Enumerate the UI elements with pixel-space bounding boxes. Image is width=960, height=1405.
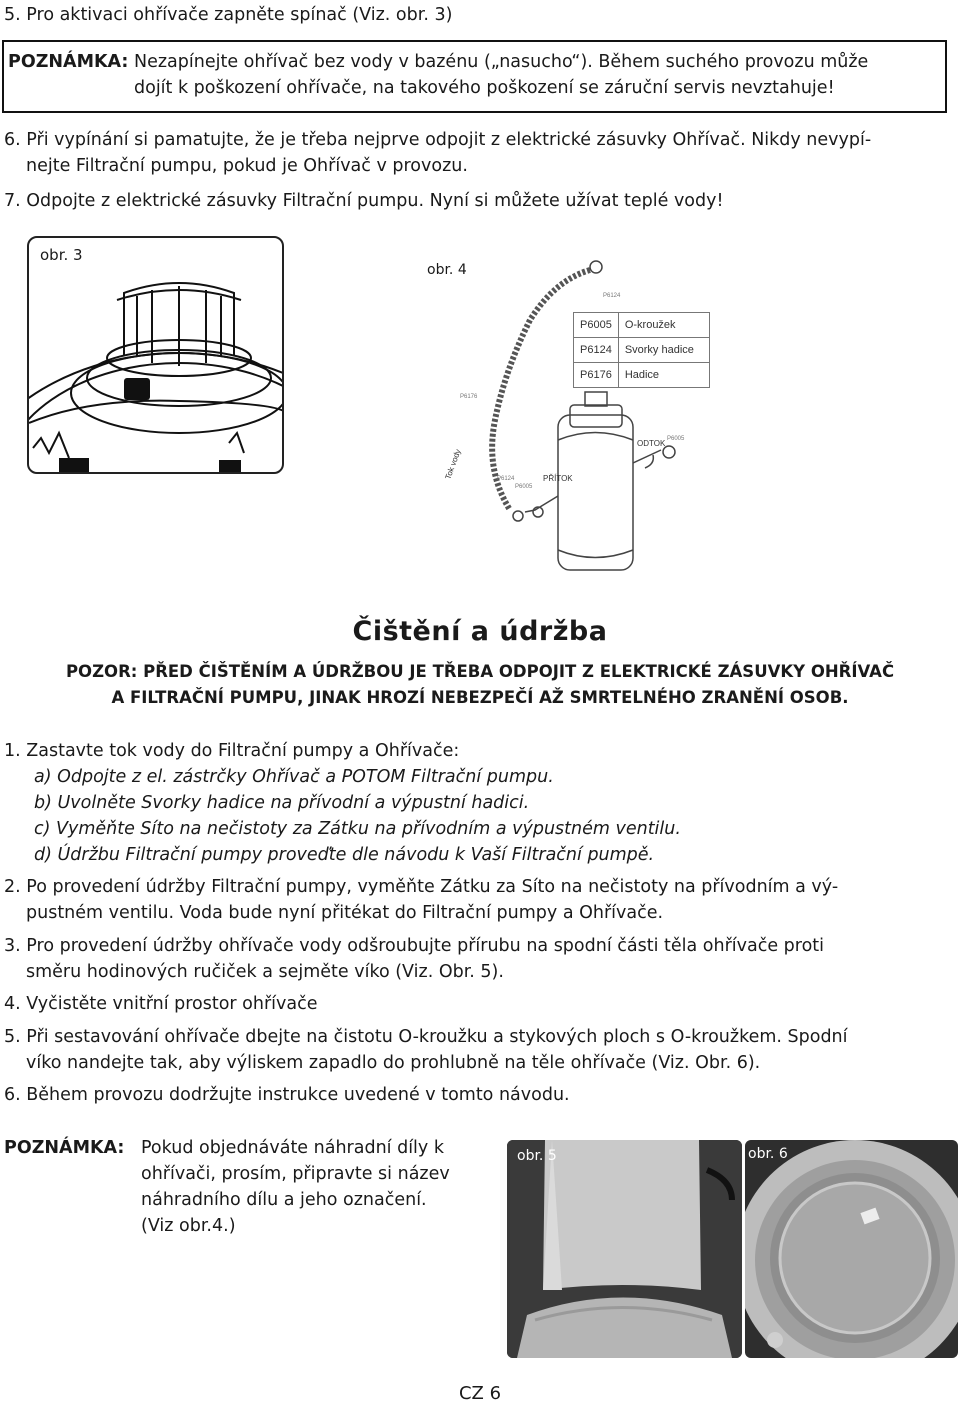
step-3-line-2: směru hodinových ručiček a sejměte víko (Viz. Obr. 5).	[26, 962, 504, 982]
figure-5-label: obr. 5	[517, 1148, 557, 1164]
bottom-note-line-2: ohřívači, prosím, připravte si název	[141, 1164, 450, 1184]
parts-row	[574, 338, 710, 363]
step-1a: a) Odpojte z el. zástrčky Ohřívač a POTOM Filtrační pumpu.	[34, 767, 554, 787]
figure-5-photo	[507, 1140, 742, 1358]
callout-inlet-clamp: P6124	[497, 476, 515, 482]
figure-4-parts-diagram	[415, 250, 715, 580]
step-3-line-1: 3. Pro provedení údržby ohřívače vody odšroubujte přírubu na spodní části těla ohřívače proti	[4, 936, 825, 956]
note-label: POZNÁMKA:	[8, 52, 129, 72]
page-number: CZ 6	[458, 1383, 502, 1404]
part-code: P6005	[574, 313, 619, 338]
note-line-1	[8, 49, 868, 75]
step-1b: b) Uvolněte Svorky hadice na přívodní a výpustní hadici.	[34, 793, 530, 813]
parts-row	[574, 313, 710, 338]
callout-inlet-ring: P6005	[515, 484, 533, 490]
step-1c: c) Vyměňte Síto na nečistoty za Zátku na přívodním a výpustném ventilu.	[34, 819, 681, 839]
step-2-line-1: 2. Po provedení údržby Filtrační pumpy, vyměňte Zátku za Síto na nečistoty na přívodním a vý-	[4, 877, 839, 897]
step-6: 6. Během provozu dodržujte instrukce uvedené v tomto návodu.	[4, 1085, 570, 1105]
warning-line-1: POZOR: PŘED ČIŠTĚNÍM A ÚDRŽBOU JE TŘEBA ODPOJIT Z ELEKTRICKÉ ZÁSUVKY OHŘÍVAČ	[65, 662, 895, 681]
bottom-note-line-3: náhradního dílu a jeho označení.	[141, 1190, 427, 1210]
step-1d: d) Údržbu Filtrační pumpy proveďte dle návodu k Vaší Filtrační pumpě.	[34, 845, 655, 865]
step-6-line-1: 6. Při vypínání si pamatujte, že je třeba nejprve odpojit z elektrické zásuvky Ohřívač. Nikdy nevypí-	[4, 130, 872, 150]
step-2-line-2: pustném ventilu. Voda bude nyní přitékat do Filtrační pumpy a Ohřívače.	[26, 903, 664, 923]
figure-6-photo	[745, 1140, 958, 1358]
step-7-text: 7. Odpojte z elektrické zásuvky Filtrační pumpu. Nyní si můžete užívat teplé vody!	[4, 191, 724, 211]
heater-top-drawing	[29, 238, 284, 474]
figure-4-label: obr. 4	[427, 262, 467, 278]
part-name: O-kroužek	[618, 313, 709, 338]
maintenance-heading: Čištění a údržba	[352, 616, 608, 647]
step-4: 4. Vyčistěte vnitřní prostor ohřívače	[4, 994, 318, 1014]
part-code: P6124	[574, 338, 619, 363]
step-5-line-2: víko nandejte tak, aby výliskem zapadlo do prohlubně na těle ohřívače (Viz. Obr. 6).	[26, 1053, 761, 1073]
heater-inside-photo	[745, 1140, 958, 1358]
part-code: P6176	[574, 363, 619, 388]
callout-hose: P6176	[460, 394, 478, 400]
flow-label: Tok vody	[443, 447, 463, 481]
note-line-2: dojít k poškození ohřívače, na takového poškození se záruční servis nevztahuje!	[134, 78, 835, 98]
callout-outlet: P6005	[667, 436, 685, 442]
figure-3-label: obr. 3	[40, 246, 83, 264]
bottom-note-label: POZNÁMKA:	[4, 1138, 125, 1158]
step-5-text: 5. Pro aktivaci ohřívače zapněte spínač (Viz. obr. 3)	[4, 5, 453, 25]
heater-hose-drawing	[415, 250, 715, 580]
bottom-note-line-4: (Viz obr.4.)	[141, 1216, 236, 1236]
figure-3-switch-illustration	[27, 236, 284, 474]
odtok-label: ODTOK	[637, 439, 666, 448]
step-1: 1. Zastavte tok vody do Filtrační pumpy a Ohřívače:	[4, 741, 460, 761]
part-name: Hadice	[618, 363, 709, 388]
figure-6-label: obr. 6	[748, 1146, 788, 1162]
note-text-1: Nezapínejte ohřívač bez vody v bazénu („nasucho“). Během suchého provozu může	[134, 52, 869, 72]
step-6-line-2: nejte Filtrační pumpu, pokud je Ohřívač v provozu.	[26, 156, 468, 176]
callout-top: P6124	[603, 293, 621, 299]
bottom-note-line-1: Pokud objednáváte náhradní díly k	[141, 1138, 444, 1158]
step-5-line-1: 5. Při sestavování ohřívače dbejte na čistotu O-kroužku a stykových ploch s O-kroužkem. Spodní	[4, 1027, 848, 1047]
parts-table	[573, 312, 710, 388]
part-name: Svorky hadice	[618, 338, 709, 363]
warning-line-2: A FILTRAČNÍ PUMPU, JINAK HROZÍ NEBEZPEČÍ AŽ SMRTELNÉHO ZRANĚNÍ OSOB.	[111, 688, 849, 707]
pritok-label: PŘÍTOK	[543, 474, 573, 483]
heater-body-photo	[507, 1140, 742, 1358]
parts-row	[574, 363, 710, 388]
